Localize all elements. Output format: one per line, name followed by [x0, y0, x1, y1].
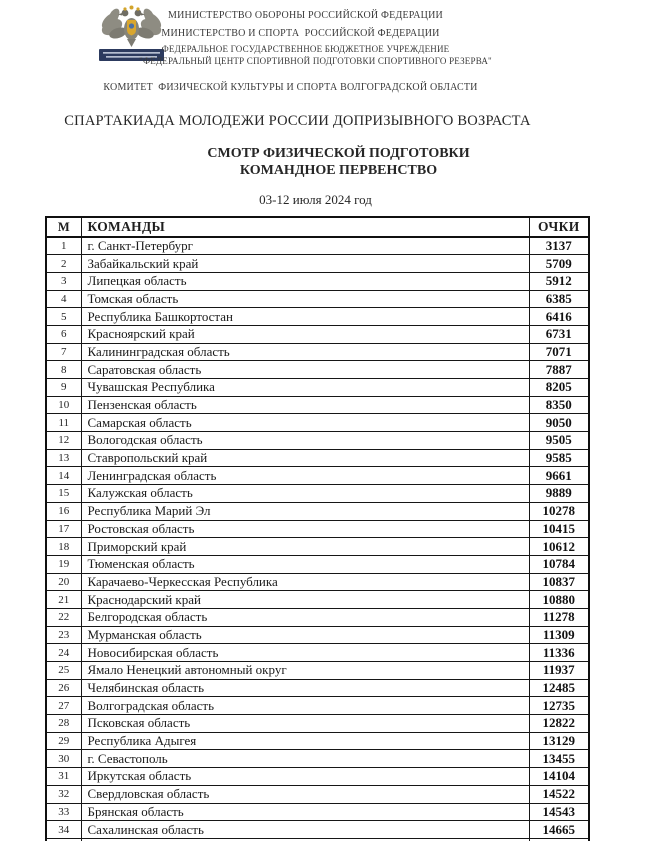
team-cell: г. Санкт-Петербург [81, 237, 529, 255]
table-row [46, 449, 589, 467]
team-cell: Республика Башкортостан [81, 308, 529, 326]
points-cell: 10837 [529, 573, 589, 591]
rank-cell: 4 [46, 290, 81, 308]
column-header-rank: М [46, 217, 81, 237]
team-cell: Республика Марий Эл [81, 502, 529, 520]
team-cell: Саратовская область [81, 361, 529, 379]
rank-cell: 6 [46, 325, 81, 343]
points-cell: 7887 [529, 361, 589, 379]
table-row [46, 361, 589, 379]
points-cell: 8205 [529, 379, 589, 397]
team-cell: Ленинградская область [81, 467, 529, 485]
points-cell: 9585 [529, 449, 589, 467]
points-cell: 10784 [529, 555, 589, 573]
team-cell: Калужская область [81, 485, 529, 503]
rank-cell: 26 [46, 679, 81, 697]
team-cell: Липецкая область [81, 272, 529, 290]
team-cell: Приморский край [81, 538, 529, 556]
table-row [46, 414, 589, 432]
rank-cell: 11 [46, 414, 81, 432]
table-row [46, 379, 589, 397]
rank-cell: 30 [46, 750, 81, 768]
standings-table [45, 216, 590, 841]
table-row [46, 715, 589, 733]
rank-cell: 10 [46, 396, 81, 414]
table-row [46, 768, 589, 786]
rank-cell: 31 [46, 768, 81, 786]
table-row [46, 538, 589, 556]
standings-table-body [46, 237, 589, 841]
table-row [46, 608, 589, 626]
team-cell: Чувашская Республика [81, 379, 529, 397]
points-cell: 11937 [529, 662, 589, 680]
org-line-defense-ministry: МИНИСТЕРСТВО ОБОРОНЫ РОССИЙСКОЙ ФЕДЕРАЦИИ [168, 10, 443, 21]
points-cell: 7071 [529, 343, 589, 361]
rank-cell: 28 [46, 715, 81, 733]
rank-cell: 19 [46, 555, 81, 573]
team-cell: Новосибирская область [81, 644, 529, 662]
points-cell: 11278 [529, 608, 589, 626]
table-row [46, 502, 589, 520]
points-cell: 9661 [529, 467, 589, 485]
team-cell: Краснодарский край [81, 591, 529, 609]
rank-cell: 5 [46, 308, 81, 326]
points-cell: 14543 [529, 803, 589, 821]
rank-cell: 23 [46, 626, 81, 644]
table-row [46, 396, 589, 414]
rank-cell: 24 [46, 644, 81, 662]
team-cell: Томская область [81, 290, 529, 308]
points-cell: 5709 [529, 255, 589, 273]
document-title: СПАРТАКИАДА МОЛОДЕЖИ РОССИИ ДОПРИЗЫВНОГО ВОЗРАСТА [64, 113, 531, 129]
table-row [46, 520, 589, 538]
column-header-points: ОЧКИ [529, 217, 589, 237]
points-cell: 11309 [529, 626, 589, 644]
table-row [46, 697, 589, 715]
points-cell: 14522 [529, 785, 589, 803]
points-cell: 12485 [529, 679, 589, 697]
team-cell: Республика Адыгея [81, 732, 529, 750]
points-cell: 10880 [529, 591, 589, 609]
points-cell: 8350 [529, 396, 589, 414]
team-cell: Челябинская область [81, 679, 529, 697]
team-cell: Сахалинская область [81, 821, 529, 839]
table-header-row [46, 217, 589, 237]
team-cell: Пензенская область [81, 396, 529, 414]
table-row [46, 325, 589, 343]
rank-cell: 16 [46, 502, 81, 520]
rank-cell: 1 [46, 237, 81, 255]
points-cell: 10278 [529, 502, 589, 520]
table-row [46, 237, 589, 255]
org-line-volgograd-committee: КОМИТЕТ ФИЗИЧЕСКОЙ КУЛЬТУРЫ И СПОРТА ВОЛГОГРАДСКОЙ ОБЛАСТИ [103, 82, 478, 93]
team-cell: Белгородская область [81, 608, 529, 626]
table-row [46, 272, 589, 290]
table-row [46, 750, 589, 768]
rank-cell: 13 [46, 449, 81, 467]
rank-cell: 9 [46, 379, 81, 397]
points-cell: 6416 [529, 308, 589, 326]
team-cell: Карачаево-Черкесская Республика [81, 573, 529, 591]
rank-cell: 2 [46, 255, 81, 273]
table-row [46, 732, 589, 750]
team-cell: Ставропольский край [81, 449, 529, 467]
team-cell: Брянская область [81, 803, 529, 821]
team-cell: Забайкальский край [81, 255, 529, 273]
table-row [46, 662, 589, 680]
org-line-federal-center: "ФЕДЕРАЛЬНЫЙ ЦЕНТР СПОРТИВНОЙ ПОДГОТОВКИ СПОРТИВНОГО РЕЗЕРВА" [139, 56, 492, 66]
rank-cell: 15 [46, 485, 81, 503]
rank-cell: 22 [46, 608, 81, 626]
column-header-teams: КОМАНДЫ [81, 217, 529, 237]
points-cell: 6385 [529, 290, 589, 308]
team-cell: Калининградская область [81, 343, 529, 361]
team-cell: Иркутская область [81, 768, 529, 786]
points-cell: 9505 [529, 432, 589, 450]
rank-cell: 25 [46, 662, 81, 680]
table-row [46, 573, 589, 591]
document-subtitle-team-championship: КОМАНДНОЕ ПЕРВЕНСТВО [239, 163, 438, 178]
points-cell: 11336 [529, 644, 589, 662]
points-cell: 3137 [529, 237, 589, 255]
rank-cell: 33 [46, 803, 81, 821]
points-cell: 12735 [529, 697, 589, 715]
rank-cell: 12 [46, 432, 81, 450]
rank-cell: 3 [46, 272, 81, 290]
points-cell: 9889 [529, 485, 589, 503]
rank-cell: 18 [46, 538, 81, 556]
team-cell: Волгоградская область [81, 697, 529, 715]
table-row [46, 644, 589, 662]
rank-cell: 8 [46, 361, 81, 379]
table-row [46, 343, 589, 361]
team-cell: Псковская область [81, 715, 529, 733]
rank-cell: 14 [46, 467, 81, 485]
table-row [46, 467, 589, 485]
rank-cell: 32 [46, 785, 81, 803]
points-cell: 6731 [529, 325, 589, 343]
points-cell: 10612 [529, 538, 589, 556]
team-cell: Свердловская область [81, 785, 529, 803]
points-cell: 12822 [529, 715, 589, 733]
team-cell: г. Севастополь [81, 750, 529, 768]
org-line-sport-ministry: МИНИСТЕРСТВО И СПОРТА РОССИЙСКОЙ ФЕДЕРАЦИИ [161, 28, 440, 39]
team-cell: Красноярский край [81, 325, 529, 343]
points-cell: 9050 [529, 414, 589, 432]
rank-cell: 7 [46, 343, 81, 361]
document-subtitle-review: СМОТР ФИЗИЧЕСКОЙ ПОДГОТОВКИ [207, 146, 470, 161]
team-cell: Вологодская область [81, 432, 529, 450]
points-cell: 10415 [529, 520, 589, 538]
rank-cell: 17 [46, 520, 81, 538]
table-row [46, 626, 589, 644]
points-cell: 14665 [529, 821, 589, 839]
rank-cell: 20 [46, 573, 81, 591]
points-cell: 5912 [529, 272, 589, 290]
table-row [46, 821, 589, 839]
team-cell: Мурманская область [81, 626, 529, 644]
table-row [46, 803, 589, 821]
points-cell: 13455 [529, 750, 589, 768]
team-cell: Самарская область [81, 414, 529, 432]
rank-cell: 21 [46, 591, 81, 609]
org-line-federal-institution: ФЕДЕРАЛЬНОЕ ГОСУДАРСТВЕННОЕ БЮДЖЕТНОЕ УЧРЕЖДЕНИЕ [161, 44, 450, 54]
points-cell: 14104 [529, 768, 589, 786]
team-cell: Ямало Ненецкий автономный округ [81, 662, 529, 680]
rank-cell: 27 [46, 697, 81, 715]
team-cell: Тюменская область [81, 555, 529, 573]
table-row [46, 308, 589, 326]
team-cell: Ростовская область [81, 520, 529, 538]
table-row [46, 485, 589, 503]
rank-cell: 29 [46, 732, 81, 750]
table-row [46, 591, 589, 609]
table-row [46, 679, 589, 697]
table-row [46, 290, 589, 308]
table-row [46, 785, 589, 803]
table-row [46, 255, 589, 273]
event-dates: 03-12 июля 2024 год [259, 192, 372, 207]
rank-cell: 34 [46, 821, 81, 839]
points-cell: 13129 [529, 732, 589, 750]
table-row [46, 555, 589, 573]
table-row [46, 432, 589, 450]
